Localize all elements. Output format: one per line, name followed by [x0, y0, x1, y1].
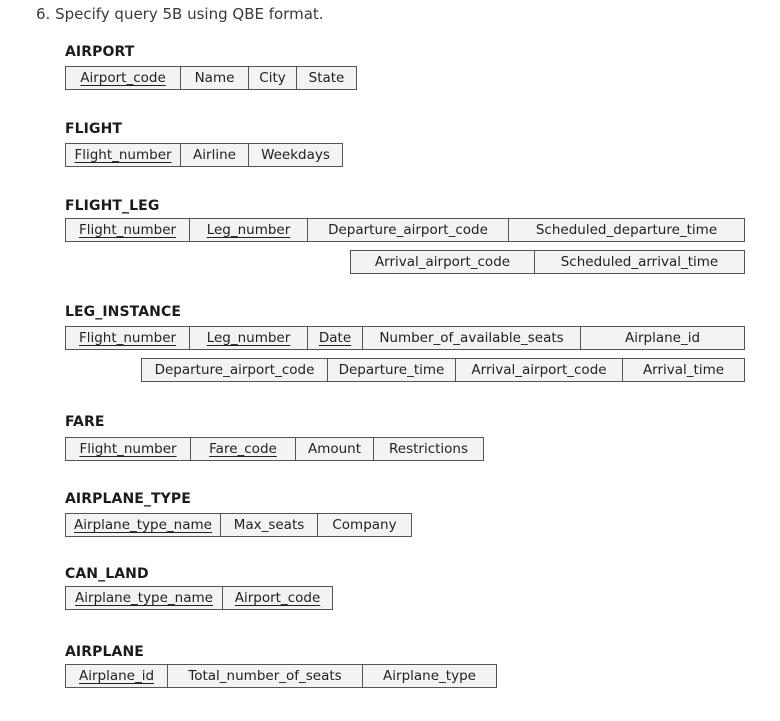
table-name-airport: AIRPORT — [65, 44, 135, 60]
attribute-cell: Max_seats — [221, 513, 318, 537]
schema-row-leg-instance-1 — [65, 326, 745, 350]
attribute-cell: State — [297, 66, 357, 90]
schema-row-flight — [65, 143, 343, 167]
table-name-can-land: CAN_LAND — [65, 566, 149, 582]
schema-row-flight-leg-1 — [65, 218, 745, 242]
table-name-flight-leg: FLIGHT_LEG — [65, 198, 160, 214]
attribute-cell: Weekdays — [249, 143, 343, 167]
attribute-cell: Leg_number — [190, 218, 308, 242]
attribute-cell: Airplane_type_name — [65, 586, 223, 610]
attribute-cell: Flight_number — [65, 218, 190, 242]
attribute-cell: Date — [308, 326, 363, 350]
attribute-cell: Fare_code — [191, 437, 296, 461]
attribute-cell: City — [249, 66, 297, 90]
attribute-cell: Departure_time — [328, 358, 456, 382]
attribute-cell: Leg_number — [190, 326, 308, 350]
attribute-cell: Departure_airport_code — [141, 358, 328, 382]
schema-row-airport — [65, 66, 357, 90]
attribute-cell: Amount — [296, 437, 374, 461]
attribute-cell: Name — [181, 66, 249, 90]
attribute-cell: Total_number_of_seats — [168, 664, 363, 688]
attribute-cell: Airline — [181, 143, 249, 167]
schema-row-flight-leg-2 — [350, 250, 745, 274]
attribute-cell: Flight_number — [65, 437, 191, 461]
table-name-flight: FLIGHT — [65, 121, 123, 137]
schema-row-leg-instance-2 — [141, 358, 745, 382]
attribute-cell: Flight_number — [65, 326, 190, 350]
table-name-airplane: AIRPLANE — [65, 644, 144, 660]
attribute-cell: Scheduled_departure_time — [509, 218, 745, 242]
attribute-cell: Departure_airport_code — [308, 218, 509, 242]
table-name-fare: FARE — [65, 414, 105, 430]
schema-row-fare — [65, 437, 484, 461]
schema-row-airplane — [65, 664, 497, 688]
attribute-cell: Airport_code — [223, 586, 333, 610]
schema-row-airplane-type — [65, 513, 412, 537]
attribute-cell: Airplane_type — [363, 664, 497, 688]
attribute-cell: Arrival_airport_code — [456, 358, 623, 382]
attribute-cell: Airplane_id — [65, 664, 168, 688]
attribute-cell: Airport_code — [65, 66, 181, 90]
attribute-cell: Arrival_airport_code — [350, 250, 535, 274]
attribute-cell: Airplane_id — [581, 326, 745, 350]
attribute-cell: Flight_number — [65, 143, 181, 167]
table-name-airplane-type: AIRPLANE_TYPE — [65, 491, 191, 507]
schema-row-can-land — [65, 586, 333, 610]
attribute-cell: Arrival_time — [623, 358, 745, 382]
attribute-cell: Scheduled_arrival_time — [535, 250, 745, 274]
attribute-cell: Company — [318, 513, 412, 537]
attribute-cell: Restrictions — [374, 437, 484, 461]
question-text: 6. Specify query 5B using QBE format. — [36, 5, 324, 23]
table-name-leg-instance: LEG_INSTANCE — [65, 304, 182, 320]
attribute-cell: Airplane_type_name — [65, 513, 221, 537]
attribute-cell: Number_of_available_seats — [363, 326, 581, 350]
